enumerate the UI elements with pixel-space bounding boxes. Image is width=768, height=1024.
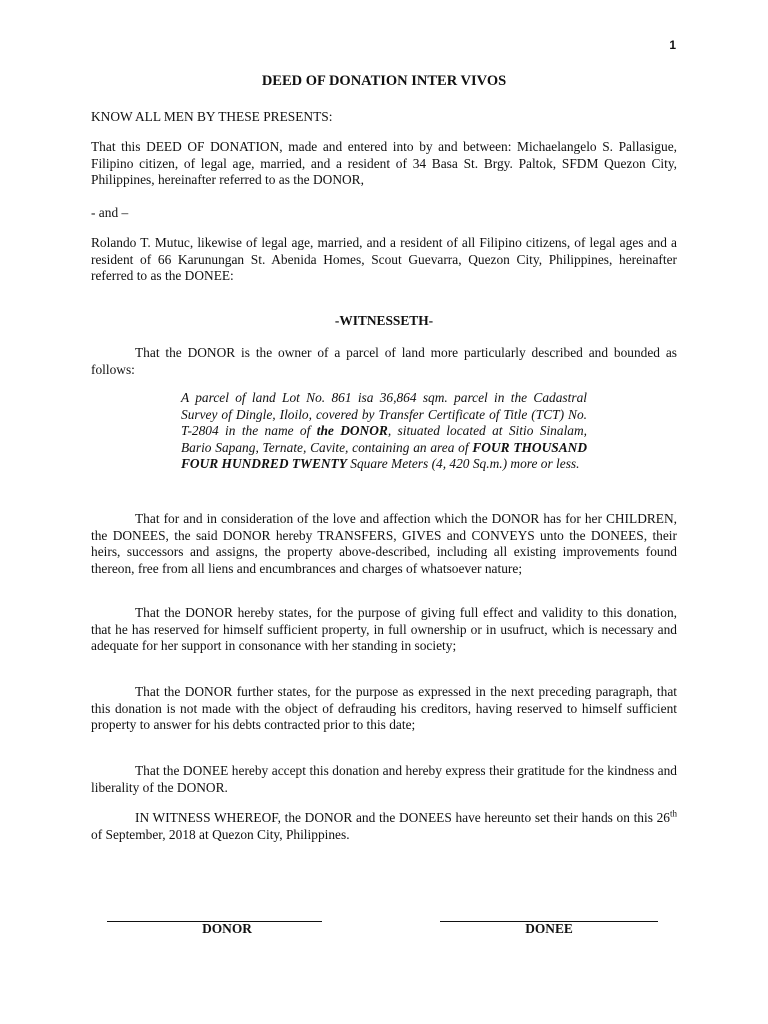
witnesseth-heading: -WITNESSETH- xyxy=(334,313,434,328)
ownership-paragraph: That the DONOR is the owner of a parcel of land more particularly described and bounded as follows: xyxy=(91,345,677,377)
and-separator: - and – xyxy=(91,205,129,220)
witness-clause xyxy=(91,810,677,843)
donee-clause: Rolando T. Mutuc, likewise of legal age, married, and a resident of all Filipino citizens, of legal ages and a resident of 66 Karunungan St. Abenida Homes, Scout Guevarra, Quezon City, Philippines, hereinafter referred to as the DONEE: xyxy=(91,235,677,283)
reservation-clause: That the DONOR hereby states, for the purpose of giving full effect and validity to this donation, that he has reserved for himself sufficient property, in full ownership or in usufruct, which is necessary and adequate for her support in consonance with her standing in society; xyxy=(91,605,677,653)
property-bold-donor: the DONOR xyxy=(316,423,388,438)
donee-label: DONEE xyxy=(525,921,573,936)
day-suffix: th xyxy=(669,808,677,819)
document-title: DEED OF DONATION INTER VIVOS xyxy=(261,73,507,89)
witness-text-2: of September, 2018 at Quezon City, Philippines. xyxy=(91,826,350,842)
property-text-2: , situated located at Sitio Sinalam, Bario Sapang, Ternate, Cavite, containing an area of xyxy=(181,423,587,455)
consideration-clause: That for and in consideration of the love and affection which the DONOR has for her CHILDREN, the DONEES, the said DONOR hereby TRANSFERS, GIVES and CONVEYS unto the DONEES, their heirs, successors and assigns, the property above-described, including all existing improvements found thereon, free from all liens and encumbrances and charges of whatsoever nature; xyxy=(91,511,677,576)
property-text-1: A parcel of land Lot No. 861 isa 36,864 sqm. parcel in the Cadastral Survey of Dingle, Iloilo, covered by Transfer Certificate of Title (TCT) No. T-2804 in the name of xyxy=(181,390,587,438)
donor-clause: That this DEED OF DONATION, made and entered into by and between: Michaelangelo S. Pallasigue, Filipino citizen, of legal age, married, and a resident of 34 Basa St. Brgy. Paltok, SFDM Quezon City, Philippines, hereinafter referred to as the DONOR, xyxy=(91,139,677,187)
donor-label: DONOR xyxy=(202,921,252,936)
page-number: 1 xyxy=(669,38,676,52)
acceptance-clause: That the DONEE hereby accept this donation and hereby express their gratitude for the kindness and liberality of the DONOR. xyxy=(91,763,677,795)
property-bold-area: FOUR THOUSAND FOUR HUNDRED TWENTY xyxy=(181,439,587,471)
witness-text-1: IN WITNESS WHEREOF, the DONOR and the DONEES have hereunto set their hands on this 26 xyxy=(135,810,670,825)
salutation: KNOW ALL MEN BY THESE PRESENTS: xyxy=(91,109,333,124)
no-fraud-clause: That the DONOR further states, for the purpose as expressed in the next preceding paragraph, that this donation is not made with the object of defrauding his creditors, having reserved to himself sufficient property to answer for his debts contracted prior to this date; xyxy=(91,684,677,732)
property-description xyxy=(181,390,587,473)
property-text-3: Square Meters (4, 420 Sq.m.) more or less. xyxy=(346,456,580,471)
